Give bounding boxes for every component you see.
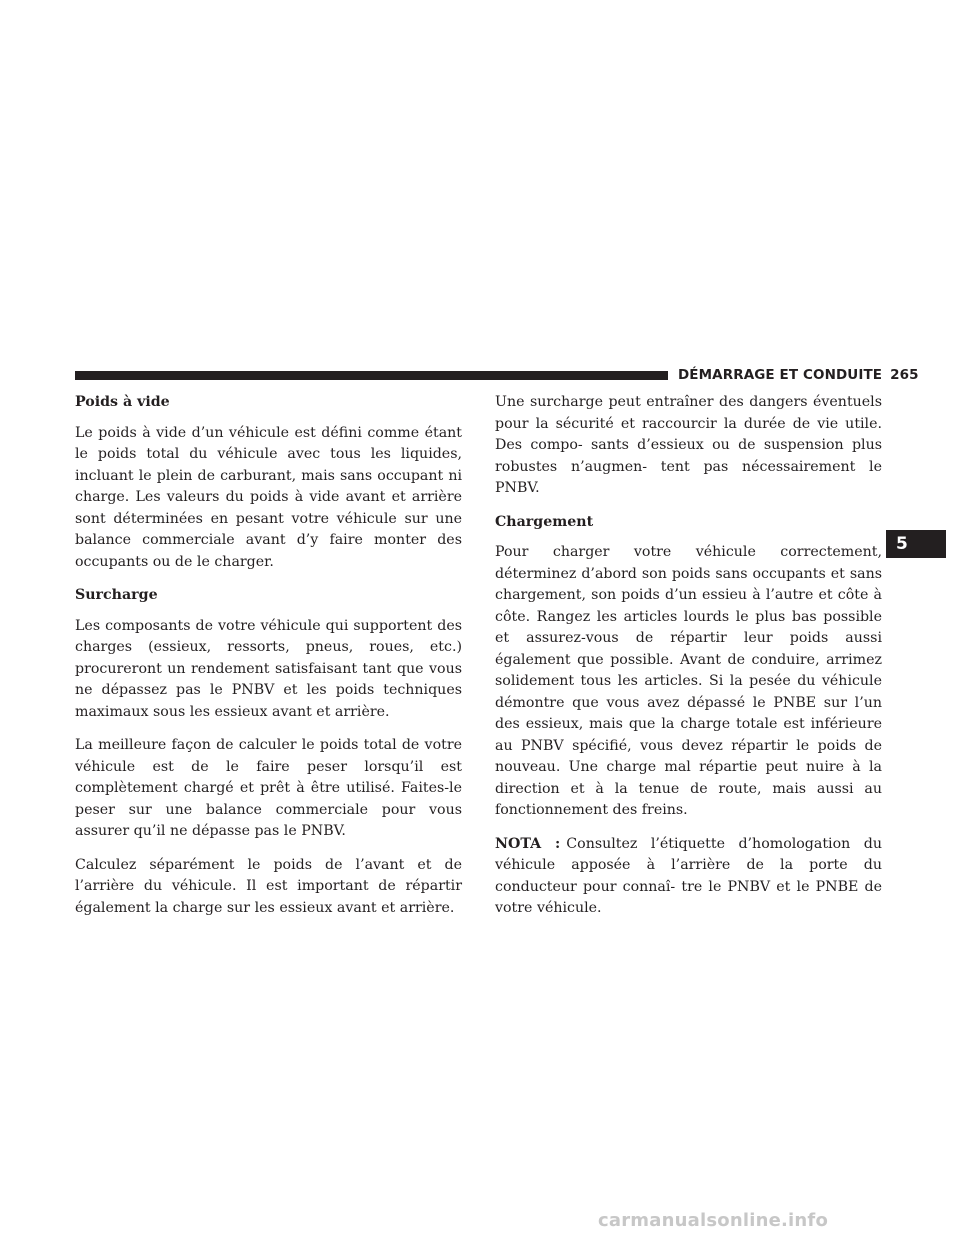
watermark: carmanualsonline.info: [598, 1210, 829, 1231]
left-column: [75, 392, 462, 931]
heading-poids-vide: Poids à vide: [75, 394, 170, 410]
paragraph-surcharge-3: Calculez séparément le poids de l’avant et de l’arrière du véhicule. Il est important de répartir également la charge sur les essieux avant et arrière.: [75, 856, 462, 916]
page-number: 265: [890, 367, 919, 383]
section-title: DÉMARRAGE ET CONDUITE: [678, 367, 883, 383]
header-rule: [75, 371, 668, 380]
note-text: Consultez l’étiquette d’homologation du véhicule apposée à l’arrière de la porte du conducteur pour connaî- tre le PNBV et le PNBE de votre véhicule.: [495, 835, 882, 916]
heading-surcharge: Surcharge: [75, 587, 158, 603]
paragraph-chargement: Pour charger votre véhicule correctement, déterminez d’abord son poids sans occupants et sans chargement, son poids d’un essieu à l’autre et côte à côte. Rangez les articles lourds le plus bas possible et assurez-vous de répartir leur poids aussi également que possible. Avant de conduire, arrimez solidement tous les articles. Si la pesée du véhicule démontre que vous avez dépassé le PNBE sur l’un des essieux, mais que la charge totale est inférieure au PNBV spécifié, vous devez répartir le poids de nouveau. Une charge mal répartie peut nuire à la direction et à la tenue de route, mais aussi au fonctionnement des freins.: [495, 544, 882, 818]
paragraph-surcharge-1: Les composants de votre véhicule qui supportent des charges (essieux, ressorts, pneus, roues, etc.) procureront un rendement satisfaisant tant que vous ne dépassez pas le PNBV et les poids techniques maximaux sous les essieux avant et arrière.: [75, 617, 462, 720]
running-header: [678, 366, 919, 384]
note-label: NOTA :: [495, 835, 561, 852]
right-column: [495, 392, 882, 932]
paragraph-poids-vide: Le poids à vide d’un véhicule est défini comme étant le poids total du véhicule avec tous les liquides, incluant le plein de carburant, mais sans occupant ni charge. Les valeurs du poids à vide avant et arrière sont déterminées en pesant votre véhicule sur une balance commerciale avant d’y faire monter des occupants ou de le charger.: [75, 424, 462, 570]
heading-chargement: Chargement: [495, 513, 594, 530]
paragraph-surcharge-2: La meilleure façon de calculer le poids total de votre véhicule est de le faire peser lorsqu’il est complètement chargé et prêt à être utilisé. Faites-le peser sur une balance commerciale pour vous assurer qu’il ne dépasse pas le PNBV.: [75, 737, 462, 839]
note-paragraph: [495, 834, 882, 920]
paragraph-surcharge-cont: Une surcharge peut entraîner des dangers éventuels pour la sécurité et raccourcir la durée de vie utile. Des compo- sants d’essieux ou de suspension plus robustes n’augmen- tent pas nécessairement le PNBV.: [495, 394, 882, 496]
chapter-tab: 5: [886, 530, 946, 558]
